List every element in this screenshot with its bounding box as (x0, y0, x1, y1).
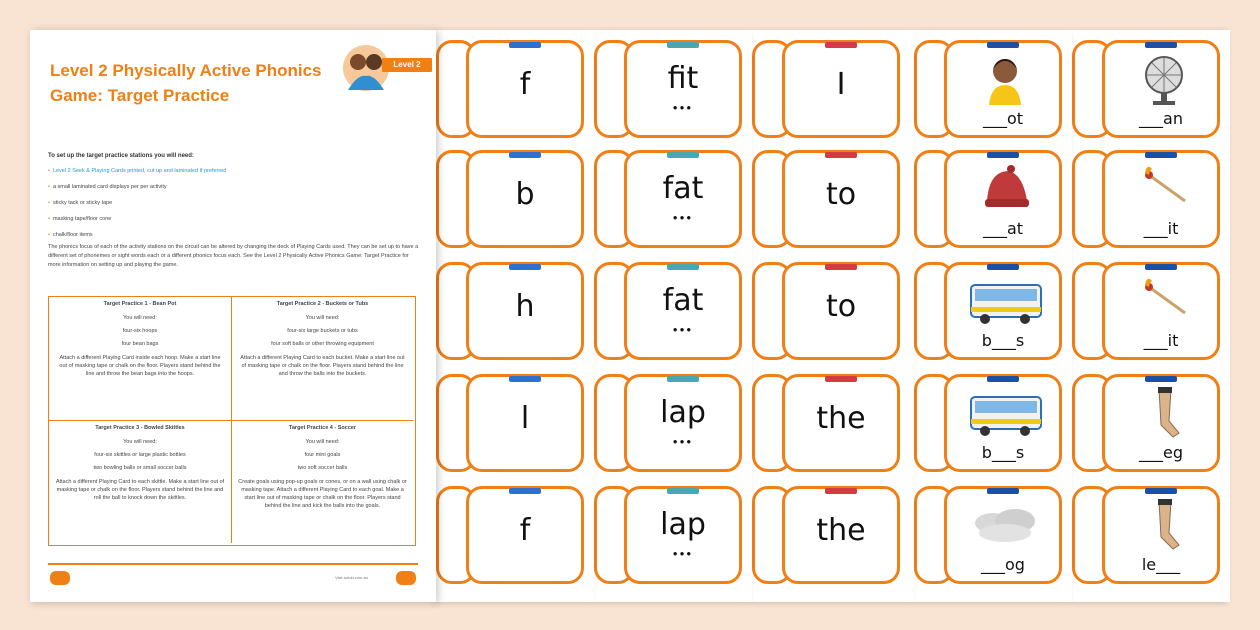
child-icon (967, 51, 1045, 107)
picture-card (944, 486, 1062, 584)
station-cell: Target Practice 3 - Bowled Skittles You will need: four-six skittles or large plastic bottles two bowling balls or small soccer balls Attach a different Playing Card to each skittle. Make a start line out of masking tape or chalk on the floor. Players stand behind the line and roll the ball to knock down the skittles. (49, 420, 231, 543)
picture-card (944, 262, 1062, 360)
letter-card (466, 374, 584, 472)
intro-text: To set up the target practice stations you will need: (48, 153, 194, 159)
word-prompt: ___ot (982, 109, 1024, 128)
letter-card (466, 262, 584, 360)
requirements-list (48, 167, 226, 247)
cover-page (30, 30, 436, 602)
match-icon (1125, 161, 1203, 217)
word-prompt: ___an (1139, 109, 1183, 128)
picture-card (944, 40, 1062, 138)
list-item: • Level 2 Seek & Playing Cards printed, cut up and laminated if preferred (48, 168, 227, 174)
picture-card (944, 150, 1062, 248)
cvc-word: lap (660, 507, 706, 542)
word-prompt: b___s (981, 443, 1025, 462)
fog-icon (967, 497, 1045, 553)
letter: f (519, 67, 531, 102)
picture-card (1102, 150, 1220, 248)
picture-card-sheet-1 (914, 30, 1072, 602)
station-cell: Target Practice 4 - Soccer You will need: four mini goals two soft soccer balls Create goals using pop-up goals or cones, or on a wall using chalk or masking tape. Attach a different Playing Card to each goal. Make a start line out of masking tape or chalk on the floor. Players stand behind the line and kick the balls into the goals. (231, 420, 413, 543)
word-prompt: le___ (1141, 555, 1181, 574)
cvc-word-card: fat ●●● (624, 150, 742, 248)
level-badge: Level 2 (382, 58, 432, 72)
cvc-word-card: fit ●●● (624, 40, 742, 138)
letter: l (520, 401, 530, 436)
leg-icon (1125, 497, 1203, 553)
sight-word-card (782, 374, 900, 472)
sight-word-card (782, 150, 900, 248)
letter: h (515, 289, 535, 324)
list-item: • masking tape/floor cone (48, 216, 112, 222)
sight-word-card (782, 486, 900, 584)
picture-card (944, 374, 1062, 472)
picture-card (1102, 262, 1220, 360)
sight-word: the (816, 401, 866, 436)
station-cell: Target Practice 2 - Buckets or Tubs You will need: four-six large buckets or tubs four soft balls or other throwing equipment Attach a different Playing Card to each bucket. Make a start line out of masking tape or chalk on the floor. Players stand behind the line and throw the balls into the buckets. (231, 297, 413, 420)
list-item: • chalk/floor items (48, 232, 93, 238)
bus-icon (967, 385, 1045, 441)
leg-icon (1125, 385, 1203, 441)
cvc-word: fit (667, 61, 699, 96)
word-prompt: ___og (981, 555, 1025, 574)
page-title: Level 2 Physically Active Phonics Game: Target Practice (50, 61, 322, 105)
fan-icon (1125, 51, 1203, 107)
cvc-word: fat (662, 171, 704, 206)
sight-word-card (782, 40, 900, 138)
picture-card (1102, 40, 1220, 138)
cvc-word: lap (660, 395, 706, 430)
sight-word-sheet (752, 30, 914, 602)
letter-card (466, 40, 584, 138)
letter: b (515, 177, 535, 212)
cvc-word-sheet (594, 30, 752, 602)
logo-icon (50, 571, 70, 585)
picture-card-sheet-2 (1072, 30, 1230, 602)
station-cell: Target Practice 1 - Bean Pot You will need: four-six hoops four bean bags Attach a different Playing Card inside each hoop. Make a start line out of masking tape or chalk on the floor. Players stand behind the line and throw the bean bags into the hoops. (59, 301, 221, 377)
list-item: • a small laminated card displays per per activity (48, 184, 167, 190)
list-item: • sticky tack or sticky tape (48, 200, 113, 206)
hat-icon (967, 161, 1045, 217)
letter-card-sheet (436, 30, 594, 602)
cvc-word-card: lap ●●● (624, 486, 742, 584)
footer-text: Visit twinkl.com.au (335, 575, 368, 580)
stations-grid (48, 296, 416, 546)
word-prompt: ___it (1143, 331, 1179, 350)
word-prompt: ___at (982, 219, 1024, 238)
word-prompt: b___s (981, 331, 1025, 350)
sight-word: to (825, 177, 857, 212)
footer-divider (48, 563, 418, 565)
bus-icon (967, 273, 1045, 329)
picture-card (1102, 374, 1220, 472)
word-prompt: ___it (1143, 219, 1179, 238)
letter-card (466, 150, 584, 248)
sight-word: the (816, 513, 866, 548)
match-icon (1125, 273, 1203, 329)
letter-card (466, 486, 584, 584)
letter: f (519, 513, 531, 548)
picture-card (1102, 486, 1220, 584)
cvc-word-card: fat ●●● (624, 262, 742, 360)
cvc-word-card: lap ●●● (624, 374, 742, 472)
sight-word: I (836, 67, 846, 102)
word-prompt: ___eg (1139, 443, 1183, 462)
cvc-word: fat (662, 283, 704, 318)
sight-word: to (825, 289, 857, 324)
instructions-paragraph: The phonics focus of each of the activity stations on the circuit can be altered by changing the deck of Playing Cards used. They can be set up to have a different set of phonemes or sight words each or a different phonics focus each. See the Level 2 Physically Active Phonics Game: Target Practice for more information on setting up and playing the game. (48, 244, 419, 268)
logo-icon (396, 571, 416, 585)
sight-word-card (782, 262, 900, 360)
